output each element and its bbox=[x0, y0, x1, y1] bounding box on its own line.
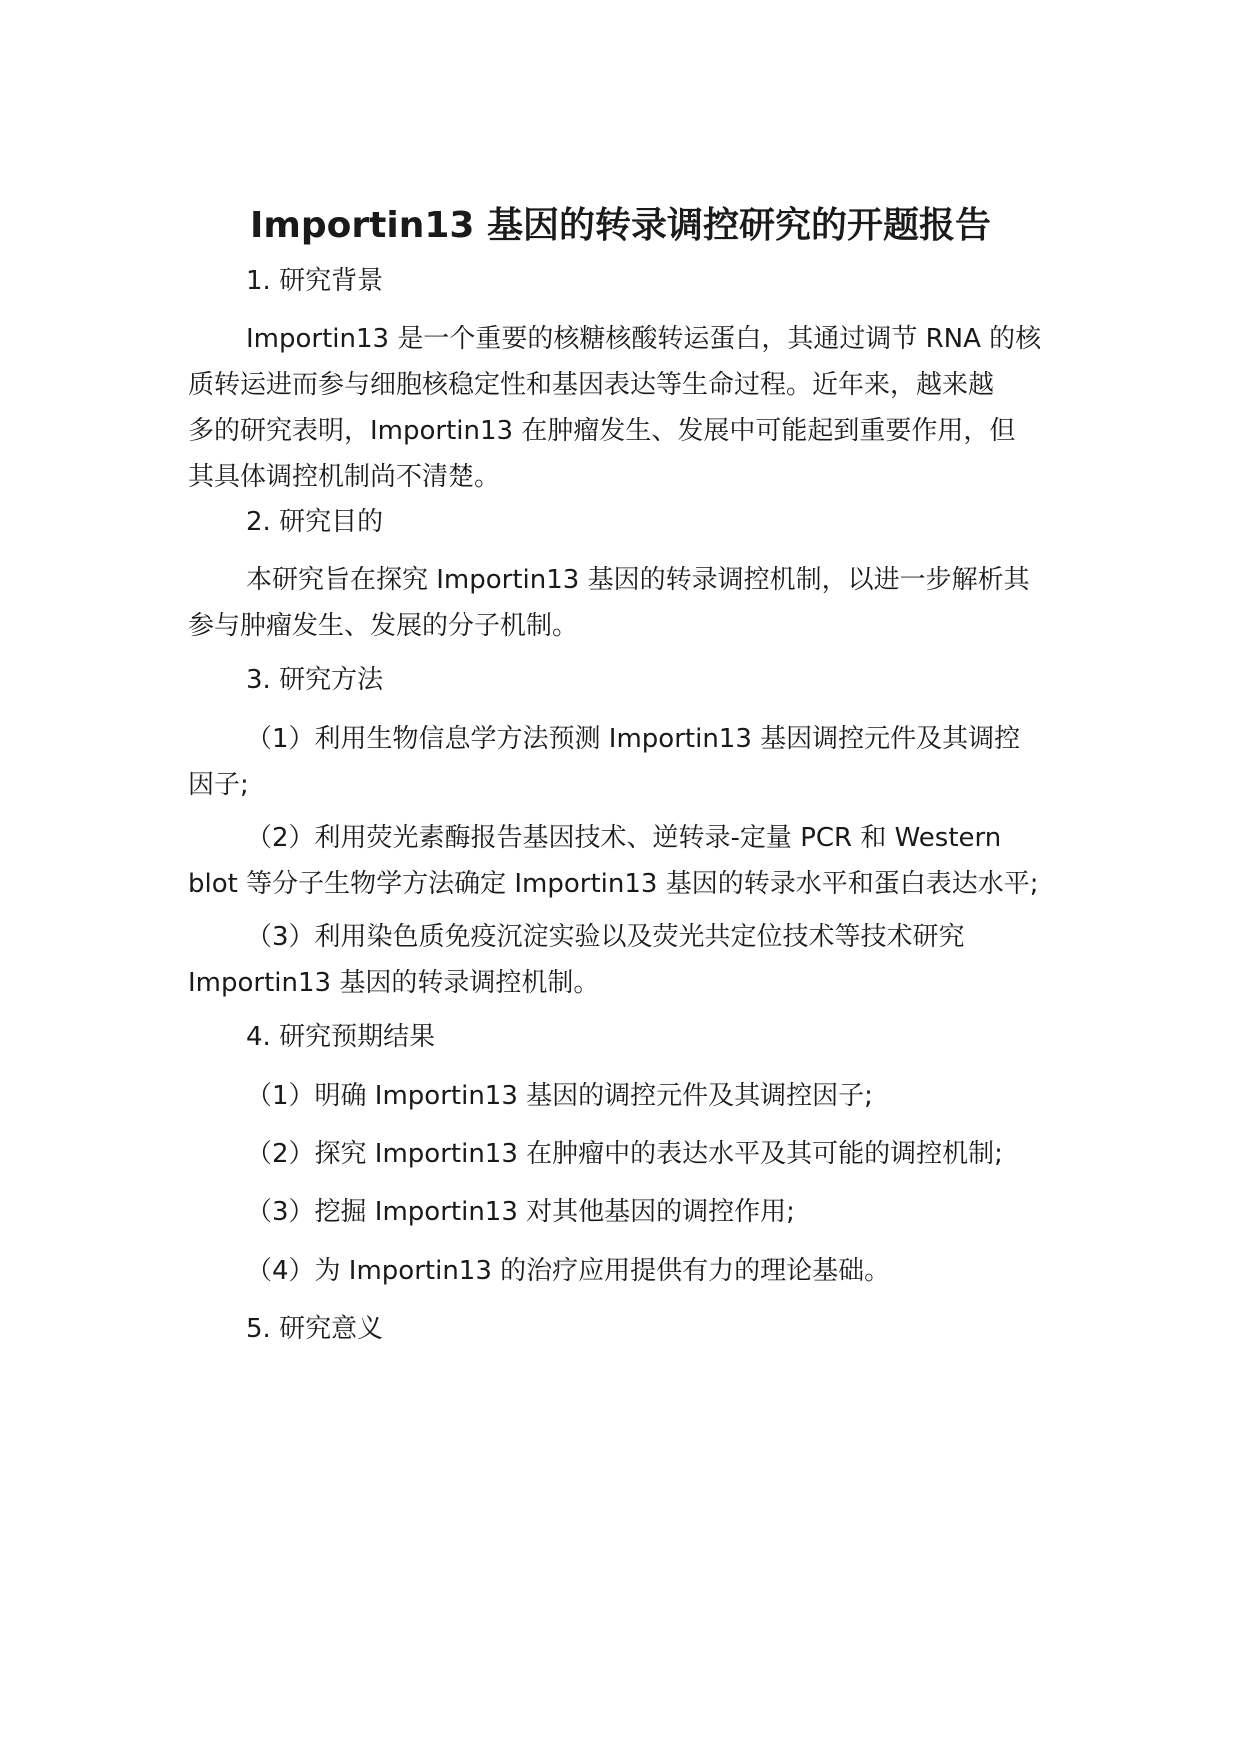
method-item-1 bbox=[188, 716, 1058, 808]
section-heading-methods: 3. 研究方法 bbox=[246, 665, 384, 695]
paragraph-line: Importin13 是一个重要的核糖核酸转运蛋白，其通过调节 RNA 的核 bbox=[246, 324, 1042, 354]
paragraph-line: 质转运进而参与细胞核稳定性和基因表达等生命过程。近年来，越来越 bbox=[188, 370, 995, 400]
paragraph-line: （1）明确 Importin13 基因的调控元件及其调控因子; bbox=[246, 1081, 873, 1111]
method-item-2 bbox=[188, 815, 1058, 907]
section-heading-significance: 5. 研究意义 bbox=[246, 1314, 384, 1344]
result-item-4 bbox=[188, 1248, 1058, 1294]
result-item-3 bbox=[188, 1189, 1058, 1235]
paragraph-line: （3）利用染色质免疫沉淀实验以及荧光共定位技术等技术研究 bbox=[246, 922, 965, 952]
document-title: Importin13 基因的转录调控研究的开题报告 bbox=[250, 205, 991, 247]
paragraph-line: Importin13 基因的转录调控机制。 bbox=[188, 968, 600, 998]
paragraph-line: （4）为 Importin13 的治疗应用提供有力的理论基础。 bbox=[246, 1256, 891, 1286]
result-item-2 bbox=[188, 1131, 1058, 1177]
paragraph-line: blot 等分子生物学方法确定 Importin13 基因的转录水平和蛋白表达水平; bbox=[188, 869, 1039, 899]
paragraph-line: （3）挖掘 Importin13 对其他基因的调控作用; bbox=[246, 1197, 795, 1227]
paragraph-line: （1）利用生物信息学方法预测 Importin13 基因调控元件及其调控 bbox=[246, 724, 1021, 754]
section-heading-background: 1. 研究背景 bbox=[246, 266, 384, 296]
paragraph-line: （2）探究 Importin13 在肿瘤中的表达水平及其可能的调控机制; bbox=[246, 1139, 1003, 1169]
result-item-1 bbox=[188, 1073, 1058, 1119]
paragraph-line: （2）利用荧光素酶报告基因技术、逆转录-定量 PCR 和 Western bbox=[246, 823, 1002, 853]
paragraph-line: 本研究旨在探究 Importin13 基因的转录调控机制，以进一步解析其 bbox=[246, 565, 1030, 595]
section-heading-purpose: 2. 研究目的 bbox=[246, 507, 384, 537]
paragraph-purpose bbox=[188, 557, 1058, 649]
paragraph-line: 因子; bbox=[188, 770, 249, 800]
paragraph-line: 参与肿瘤发生、发展的分子机制。 bbox=[188, 611, 579, 641]
method-item-3 bbox=[188, 914, 1058, 1006]
paragraph-background bbox=[188, 316, 1058, 500]
section-heading-expected-results: 4. 研究预期结果 bbox=[246, 1022, 436, 1052]
paragraph-line: 多的研究表明，Importin13 在肿瘤发生、发展中可能起到重要作用，但 bbox=[188, 416, 1016, 446]
paragraph-line: 其具体调控机制尚不清楚。 bbox=[188, 462, 501, 492]
